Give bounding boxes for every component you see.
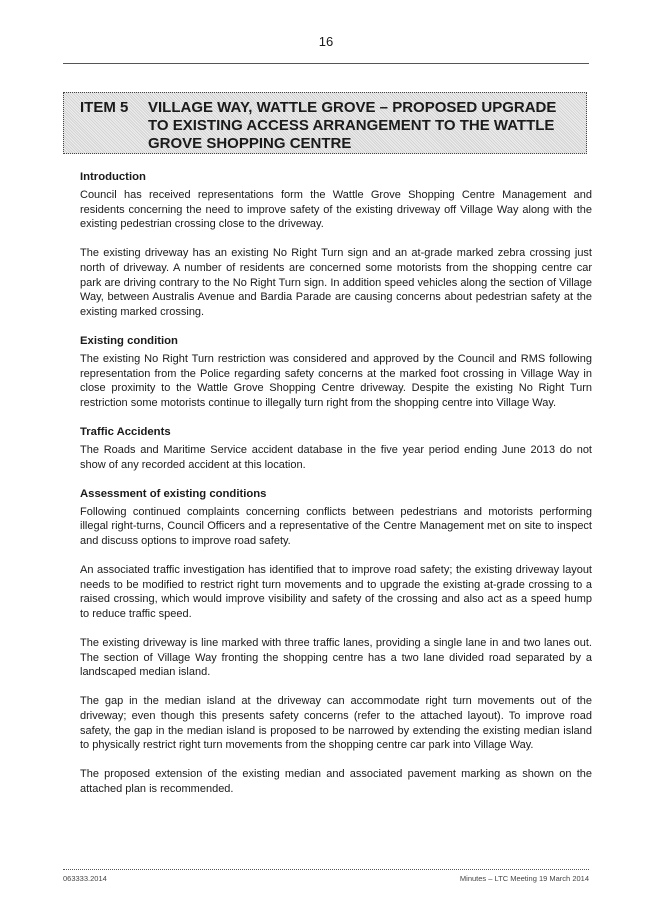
section-existing-condition xyxy=(80,334,592,410)
footer-meeting-label: Minutes – LTC Meeting 19 March 2014 xyxy=(459,874,589,883)
item-heading-box xyxy=(63,92,587,154)
paragraph: Following continued complaints concerning conflicts between pedestrians and motorists performing illegal right-turns, Council Officers and a representative of the Centre Management met on site to inspect and discuss options to improve road safety. xyxy=(80,505,592,547)
section-traffic-accidents xyxy=(80,425,592,472)
paragraph: The existing No Right Turn restriction was considered and approved by the Council and RMS following representation from the Police regarding safety concerns at the marked foot crossing in Village Way in close proximity to the Wattle Grove Shopping Centre driveway. Despite the existing No Right Turn restriction some motorists continue to illegally turn right from the shopping centre into Village Way. xyxy=(80,352,592,409)
paragraph: The existing driveway is line marked with three traffic lanes, providing a single lane in and two lanes out. The section of Village Way fronting the shopping centre has a two lane divided road separated by a landscaped median island. xyxy=(80,637,592,679)
paragraph: An associated traffic investigation has identified that to improve road safety; the existing driveway layout needs to be modified to restrict right turn movements and to upgrade the existing at-grade crossing to a raised crossing, which would improve visibility and safety of the crossing and also act as a speed hump to reduce traffic speed. xyxy=(80,564,592,620)
section-introduction xyxy=(80,170,592,319)
section-heading: Introduction xyxy=(80,171,146,183)
report-body xyxy=(80,170,592,811)
section-heading: Existing condition xyxy=(80,334,178,347)
section-heading: Traffic Accidents xyxy=(80,425,171,438)
footer-rule xyxy=(63,869,589,870)
item-title: VILLAGE WAY, WATTLE GROVE – PROPOSED UPGRADE TO EXISTING ACCESS ARRANGEMENT TO THE WATTLE GROVE SHOPPING CENTRE xyxy=(148,99,557,152)
page-number: 16 xyxy=(318,34,334,49)
section-heading: Assessment of existing conditions xyxy=(80,487,267,500)
paragraph: Council has received representations form the Wattle Grove Shopping Centre Management and residents concerning the need to improve safety of the existing driveway off Village Way along with the existing pedestrian crossing close to the driveway. xyxy=(80,189,592,231)
paragraph: The Roads and Maritime Service accident database in the five year period ending June 2013 do not show of any recorded accident at this location. xyxy=(80,443,592,471)
paragraph: The proposed extension of the existing median and associated pavement marking as shown on the attached plan is recommended. xyxy=(80,768,592,795)
section-assessment xyxy=(80,487,592,797)
footer-document-id: 063333.2014 xyxy=(63,874,107,883)
paragraph: The existing driveway has an existing No Right Turn sign and an at-grade marked zebra crossing just north of driveway. A number of residents are concerned some motorists from the shopping centre car park are driving contrary to the No Right Turn sign. In addition speed vehicles along the section of Village Way, between Australis Avenue and Bardia Parade are causing concerns about pedestrian safety at the existing marked crossing. xyxy=(80,247,592,318)
item-number: ITEM 5 xyxy=(80,99,129,116)
paragraph: The gap in the median island at the driveway can accommodate right turn movements out of the driveway; even though this presents safety concerns (refer to the attached layout). To improve road safety, the gap in the median island is proposed to be narrowed by extending the existing median island to physically restrict right turn movements from the shopping centre car park into Village Way. xyxy=(80,695,592,752)
header-rule xyxy=(63,63,589,64)
